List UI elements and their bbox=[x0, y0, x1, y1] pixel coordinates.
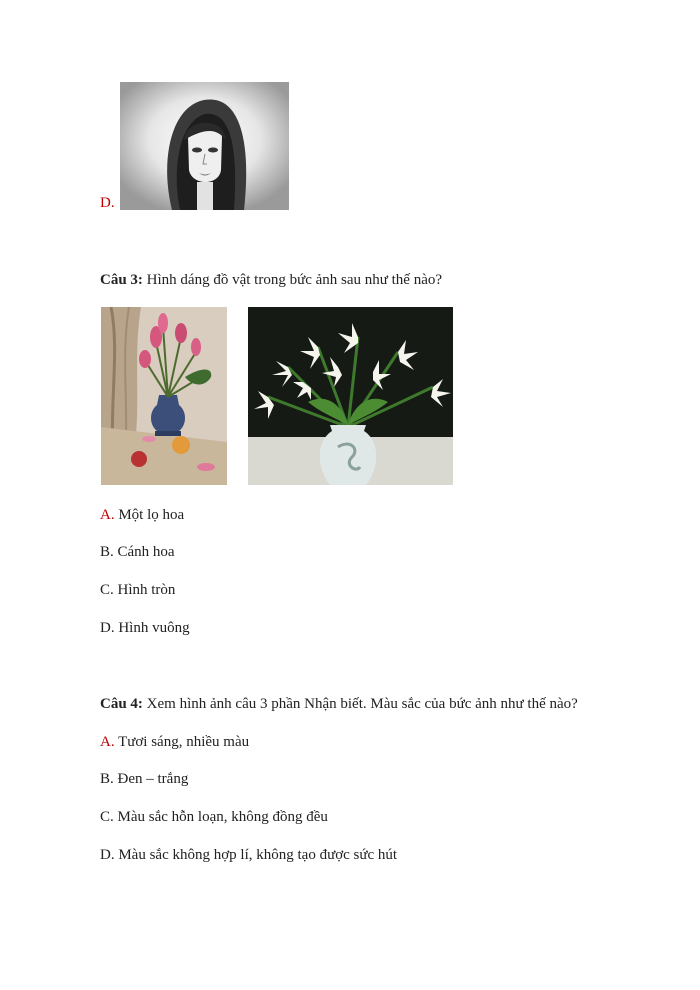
q2-option-d bbox=[100, 195, 115, 212]
q4-option-d bbox=[100, 847, 397, 864]
q2-option-d-letter: D. bbox=[100, 195, 115, 211]
q4-option-a bbox=[100, 734, 249, 751]
q3-option-a bbox=[100, 507, 184, 524]
q3-option-b-text: Cánh hoa bbox=[113, 544, 175, 560]
q3-option-d-text: Hình vuông bbox=[114, 620, 190, 636]
q3-option-d-letter: D. bbox=[100, 620, 115, 636]
q3-option-b bbox=[100, 544, 175, 561]
q3-label: Câu 3: bbox=[100, 272, 143, 288]
q3-option-b-letter: B. bbox=[100, 544, 114, 560]
still-life-lotus-image bbox=[101, 307, 227, 485]
q3-option-c-text: Hình tròn bbox=[113, 582, 176, 598]
q4-option-b bbox=[100, 771, 188, 788]
q4-option-a-text: Tươi sáng, nhiều màu bbox=[114, 734, 250, 750]
q3-option-a-text: Một lọ hoa bbox=[114, 507, 185, 523]
q4-option-c bbox=[100, 809, 328, 826]
q3-option-a-letter: A. bbox=[100, 507, 115, 523]
q4-option-c-text: Màu sắc hỗn loạn, không đồng đều bbox=[113, 809, 328, 825]
q4-option-b-text: Đen – trắng bbox=[113, 771, 189, 787]
q3-question bbox=[100, 272, 442, 289]
q4-option-a-letter: A. bbox=[100, 734, 115, 750]
still-life-lily-image bbox=[248, 307, 453, 485]
q4-option-c-letter: C. bbox=[100, 809, 114, 825]
q3-text: Hình dáng đồ vật trong bức ảnh sau như thế nào? bbox=[142, 272, 443, 288]
q3-option-d bbox=[100, 620, 190, 637]
portrait-sketch-image bbox=[120, 82, 289, 210]
q3-option-c-letter: C. bbox=[100, 582, 114, 598]
q4-question bbox=[100, 696, 578, 713]
q4-option-d-text: Màu sắc không hợp lí, không tạo được sức hút bbox=[114, 847, 398, 863]
q4-label: Câu 4: bbox=[100, 696, 143, 712]
q3-option-c bbox=[100, 582, 175, 599]
q4-option-b-letter: B. bbox=[100, 771, 114, 787]
q4-option-d-letter: D. bbox=[100, 847, 115, 863]
q4-text: Xem hình ảnh câu 3 phần Nhận biết. Màu sắc của bức ảnh như thế nào? bbox=[142, 696, 578, 712]
